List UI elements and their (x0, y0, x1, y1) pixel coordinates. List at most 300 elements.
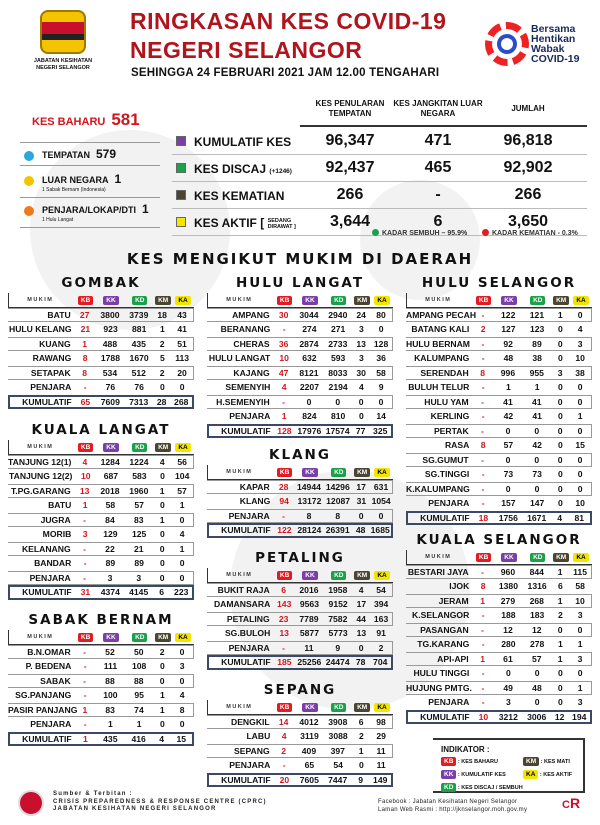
cell-kb: - (282, 642, 286, 653)
cell-kb: 28 (278, 481, 289, 492)
cell-ka: 58 (575, 581, 585, 592)
cell-ka: 91 (376, 628, 386, 639)
page-title: RINGKASAN KES COVID-19 (130, 8, 447, 34)
cell-kk: 8 (306, 510, 312, 521)
cell-mukim: JUGRA (40, 514, 71, 525)
website-link[interactable]: Laman Web Rasmi : http://jknselangor.moh.gov.my (378, 806, 528, 813)
cell-km: 1 (160, 324, 165, 335)
cell-kd: 41 (532, 396, 542, 407)
table-row (406, 380, 592, 395)
cell-ka: 0 (179, 572, 185, 583)
badge-kk: KK (302, 296, 317, 305)
cell-km: 0 (557, 469, 563, 480)
cell-mukim: BERANANG (220, 324, 271, 335)
cell-km: 18 (157, 309, 167, 320)
column-header (97, 294, 126, 305)
table-row (406, 424, 592, 439)
district-table-sepang (207, 682, 393, 787)
table-row (207, 744, 393, 759)
column-header (154, 441, 172, 452)
summary-row (172, 183, 587, 209)
cell-mukim: KALUMPANG (414, 353, 470, 364)
cell-kd: 8 (335, 510, 341, 521)
cell-km: 17 (356, 599, 367, 610)
cell-km: 48 (355, 525, 366, 536)
cell-kk: 127 (501, 324, 516, 335)
cell-km: 31 (356, 496, 367, 507)
column-label: MUKIM (425, 553, 452, 560)
cell-kd: 1960 (129, 485, 149, 496)
table-row (406, 337, 592, 352)
column-header (473, 551, 495, 562)
cell-kd: 268 (529, 595, 544, 606)
cell-kd: 9 (335, 642, 341, 653)
cell-kd: 0 (534, 697, 540, 708)
cell-ka: 10 (575, 353, 585, 364)
cell-kb: - (481, 353, 485, 364)
column-header (97, 631, 126, 642)
cell-ka: 0 (378, 396, 384, 407)
table-row (406, 438, 592, 453)
cell-km: 1 (557, 639, 563, 650)
badge-kb: KB (78, 443, 93, 452)
badge-kb: KB (277, 468, 292, 477)
cell-kb: - (481, 682, 485, 693)
cell-km: 78 (355, 657, 366, 668)
cell-kk: 2018 (100, 485, 120, 496)
column-header (154, 294, 172, 305)
cell-mukim: KUMULATIF (420, 711, 470, 722)
cell-ka: 4 (179, 529, 185, 540)
cell-km: 77 (355, 425, 366, 436)
cell-kb: 20 (279, 774, 290, 785)
table-row (406, 409, 592, 424)
green-dot-icon (372, 229, 379, 236)
summary-row (172, 156, 587, 182)
cell-kb: - (83, 558, 87, 569)
badge-ka: KA (523, 770, 538, 779)
column-header (523, 551, 552, 562)
column-label: MUKIM (226, 571, 253, 578)
cell-kk: 824 (302, 411, 317, 422)
cell-mukim: KAJANG (233, 367, 270, 378)
cell-kd: 12087 (326, 496, 351, 507)
table-row (207, 641, 393, 656)
table-row (207, 494, 393, 509)
table-row (8, 322, 194, 337)
cell-kk: 9563 (299, 599, 319, 610)
cell-ka: 1 (179, 500, 185, 511)
table-row (406, 308, 592, 323)
indicator-item (441, 770, 506, 779)
summary-value: 96,347 (325, 132, 375, 149)
summary-value: - (435, 186, 441, 203)
cell-mukim: AMPANG PECAH (406, 309, 477, 320)
summary-label-text: KES AKTIF [ (194, 216, 265, 230)
cell-km: 0 (557, 411, 563, 422)
cell-kd: 2940 (328, 309, 348, 320)
table-header (406, 550, 592, 565)
cell-mukim: IJOK (449, 581, 470, 592)
cell-ka: 0 (577, 624, 583, 635)
cell-kk: 42 (503, 411, 514, 422)
cell-ka: 704 (373, 657, 388, 668)
cell-kd: 17574 (325, 425, 350, 436)
indicator-title: INDIKATOR : (441, 745, 490, 754)
table-row (8, 527, 194, 542)
cell-kb: 1 (82, 733, 88, 744)
badge-kb: KB (277, 703, 292, 712)
district-table-hulu-langat (207, 275, 393, 438)
column-header (371, 569, 393, 580)
cell-ka: 98 (376, 716, 386, 727)
red-dot-icon (482, 229, 489, 236)
table-row (406, 496, 592, 511)
cell-kd: 397 (330, 745, 345, 756)
cell-kk: 7789 (299, 613, 319, 624)
cell-kd: 3006 (527, 711, 547, 722)
total-row (207, 523, 393, 538)
cell-km: 0 (557, 498, 563, 509)
badge-ka: KA (374, 703, 389, 712)
summary-label-extra: (+1246) (269, 168, 292, 175)
cell-kk: 188 (501, 610, 516, 621)
badge-kd: KD (441, 783, 456, 792)
district-table-petaling (207, 550, 393, 670)
cell-km: 3 (358, 353, 364, 364)
cell-km: 1 (159, 704, 165, 715)
cell-km: 0 (159, 675, 165, 686)
new-cases-header (32, 110, 140, 130)
cell-kk: 65 (304, 760, 315, 771)
cell-km: 1 (557, 566, 563, 577)
cell-mukim: KUMULATIF (221, 774, 271, 785)
summary-label-text: KES KEMATIAN (194, 189, 285, 203)
source-label: Sumber & Terbitan : (53, 791, 133, 797)
cell-kd: 0 (534, 425, 540, 436)
cell-mukim: PENJARA (228, 642, 270, 653)
cell-ka: 0 (179, 382, 185, 393)
cell-kb: 3 (82, 529, 88, 540)
cell-kk: 0 (505, 483, 511, 494)
cell-km: 0 (557, 338, 563, 349)
cell-kk: 687 (103, 471, 119, 482)
cell-kk: 4012 (299, 716, 319, 727)
badge-kk: KK (501, 553, 516, 562)
column-header (154, 631, 172, 642)
badge-kk: KK (302, 468, 317, 477)
cell-kb: - (83, 661, 87, 672)
cell-kk: 280 (501, 639, 516, 650)
table-row (406, 652, 592, 667)
district-table-hulu-selangor (406, 275, 592, 525)
cell-ka: 36 (376, 353, 386, 364)
cell-mukim: SG.BULOH (224, 628, 271, 639)
cell-kd: 108 (131, 661, 147, 672)
column-header (353, 466, 371, 477)
cell-kb: 18 (478, 512, 489, 523)
table-row (207, 480, 393, 495)
cell-kd: 24474 (325, 657, 350, 668)
table-row (8, 717, 194, 732)
table-header (207, 568, 393, 583)
cell-kb: 23 (278, 613, 289, 624)
cell-kk: 8121 (299, 367, 319, 378)
badge-ka: KA (374, 296, 389, 305)
column-header (495, 294, 524, 305)
table-row (406, 695, 592, 710)
cell-kd: 844 (529, 566, 544, 577)
cell-ka: 29 (376, 731, 386, 742)
total-row (406, 710, 592, 725)
cell-kd: 7447 (328, 774, 348, 785)
cell-mukim: SG.PANJANG (15, 690, 72, 701)
cell-ka: 15 (575, 440, 585, 451)
cell-km: 0 (159, 543, 165, 554)
cell-km: 4 (557, 512, 563, 523)
cell-mukim: JERAM (438, 595, 469, 606)
column-header (324, 294, 353, 305)
column-header (274, 466, 296, 477)
divider (300, 125, 587, 127)
cell-mukim: HULU YAM (424, 396, 469, 407)
cell-kk: 7605 (299, 774, 319, 785)
cell-mukim: TG.KARANG (417, 639, 470, 650)
cell-kb: 8 (480, 367, 485, 378)
district-table-kuala-langat (8, 422, 194, 600)
summary-value: 96,818 (503, 132, 553, 149)
cell-ka: 15 (176, 733, 186, 744)
cell-km: 4 (358, 382, 364, 393)
column-label: MUKIM (27, 443, 54, 450)
district-table-sabak-bernam (8, 612, 194, 746)
cell-kk: 52 (105, 646, 115, 657)
indicator-item (523, 757, 570, 766)
cell-ka: 10 (575, 498, 585, 509)
badge-km: KM (354, 468, 370, 477)
cell-mukim: RASA (444, 440, 470, 451)
logo-left-text: JABATAN KESIHATAN NEGERI SELANGOR (33, 58, 93, 71)
cell-kd: 76 (134, 382, 144, 393)
column-header (296, 294, 325, 305)
cell-mukim: SABAK (40, 675, 71, 686)
cell-kk: 92 (503, 338, 513, 349)
table-header (207, 465, 393, 480)
badge-kd: KD (331, 468, 346, 477)
cell-kb: 1 (480, 595, 485, 606)
cell-kk: 61 (503, 653, 513, 664)
summary-value: 471 (424, 132, 452, 149)
badge-kd: KD (331, 703, 346, 712)
column-header (75, 631, 97, 642)
cell-km: 1 (358, 745, 364, 756)
district-title: KLANG (269, 447, 331, 463)
cell-ka: 9 (378, 382, 384, 393)
cell-kb: - (83, 719, 87, 730)
cell-kb: 10 (81, 471, 91, 482)
cell-ka: 3 (577, 610, 583, 621)
column-header (371, 701, 393, 712)
cell-km: 13 (356, 628, 367, 639)
summary-label-text: KES DISCAJ (194, 162, 267, 176)
cell-km: 0 (557, 324, 563, 335)
cell-kk: 17976 (297, 425, 322, 436)
cell-kb: - (481, 566, 485, 577)
cell-km: 0 (557, 396, 563, 407)
color-square-icon (176, 190, 186, 200)
cell-ka: 38 (575, 367, 585, 378)
cell-kd: 593 (330, 353, 346, 364)
source-line1: CRISIS PREPAREDNESS & RESPONSE CENTRE (CPRC) (53, 798, 267, 805)
cell-kd: 95 (134, 690, 144, 701)
cell-ka: 2 (378, 642, 384, 653)
cell-kk: 76 (105, 382, 116, 393)
cell-mukim: P. BEDENA (25, 661, 72, 672)
summary-col-header: JUMLAH (511, 104, 545, 113)
coat-of-arms-icon (40, 10, 86, 54)
badge-km: KM (354, 703, 370, 712)
cell-kb: 128 (277, 425, 292, 436)
column-header (353, 294, 371, 305)
cell-mukim: BULUH TELUR (408, 382, 470, 393)
cell-ka: 0 (179, 675, 185, 686)
cell-ka: 56 (177, 456, 187, 467)
cell-kk: 960 (500, 566, 516, 577)
cell-km: 28 (156, 396, 167, 407)
table-row (207, 509, 393, 524)
new-case-note: 1 Hulu Langat (42, 217, 74, 223)
cell-km: 5 (159, 353, 165, 364)
cell-kb: - (481, 411, 485, 422)
cell-km: 13 (356, 338, 366, 349)
cell-mukim: KUMULATIF (221, 425, 271, 436)
cell-mukim: SERENDAH (420, 367, 469, 378)
cell-kb: 143 (277, 599, 292, 610)
cell-kd: 0 (534, 454, 540, 465)
cell-mukim: PENJARA (29, 572, 71, 583)
badge-km: KM (553, 296, 569, 305)
cell-kb: - (481, 425, 485, 436)
cell-kb: - (282, 396, 286, 407)
cell-kk: 89 (105, 558, 116, 569)
cell-kb: 4 (82, 456, 88, 467)
cell-kd: 0 (335, 396, 341, 407)
cell-ka: 10 (575, 595, 585, 606)
cell-kk: 534 (102, 367, 118, 378)
cell-kd: 1671 (527, 512, 547, 523)
table-row (207, 351, 393, 366)
column-header (208, 704, 274, 710)
column-header (208, 469, 274, 475)
cell-mukim: KLANG (239, 496, 271, 507)
cell-kb: 8 (480, 581, 486, 592)
cell-kk: 88 (105, 675, 115, 686)
cell-ka: 3 (179, 661, 185, 672)
cell-kd: 8033 (328, 367, 348, 378)
facebook-link[interactable]: Facebook : Jabatan Kesihatan Negeri Selangor (378, 799, 518, 805)
cell-kd: 3739 (129, 309, 149, 320)
new-case-item (20, 142, 160, 166)
cell-mukim: KUMULATIF (22, 587, 72, 598)
cell-kk: 435 (103, 733, 118, 744)
cell-kk: 49 (503, 682, 513, 693)
source-line2: JABATAN KESIHATAN NEGERI SELANGOR (53, 806, 217, 812)
cell-km: 0 (557, 624, 563, 635)
cell-ka: 325 (373, 425, 388, 436)
summary-label-text: KUMULATIF KES (194, 135, 292, 149)
cell-km: 0 (557, 440, 563, 451)
cell-kb: 1 (82, 338, 87, 349)
cell-mukim: PENJARA (30, 719, 72, 730)
column-header (274, 569, 296, 580)
column-header (296, 466, 325, 477)
district-title: PETALING (255, 550, 345, 566)
badge-kk: KK (302, 571, 317, 580)
cell-ka: 58 (376, 367, 386, 378)
cell-kd: 1 (136, 719, 142, 730)
cell-km: 1 (159, 690, 165, 701)
cell-kb: 6 (281, 584, 286, 595)
sun-burst-icon (485, 22, 529, 66)
district-table-klang (207, 447, 393, 538)
table-row (406, 565, 592, 580)
table-row (207, 758, 393, 773)
cell-mukim: CHERAS (233, 338, 270, 349)
cell-mukim: SEPANG (234, 745, 270, 756)
cell-kk: 11 (304, 642, 314, 653)
district-title: SEPANG (263, 682, 337, 698)
badge-kb: KB (78, 296, 93, 305)
cell-kd: 3 (136, 572, 142, 583)
cell-kd: 955 (529, 367, 544, 378)
cell-kb: 1 (82, 500, 88, 511)
color-square-icon (176, 163, 186, 173)
new-cases-value: 581 (111, 110, 140, 129)
cell-kk: 3212 (498, 711, 518, 722)
cell-kb: 1 (82, 704, 88, 715)
table-row (406, 467, 592, 482)
summary-value: 465 (424, 159, 452, 176)
jkns-logo (28, 10, 98, 72)
cell-mukim: KUANG (39, 338, 71, 349)
cell-kb: 185 (277, 657, 292, 668)
indicator-label: : KES BAHARU (457, 759, 498, 765)
table-row (406, 666, 592, 681)
cell-kb: - (83, 646, 87, 657)
cell-ka: 1 (577, 639, 583, 650)
page-title-line2: NEGERI SELANGOR (130, 37, 363, 63)
table-row (8, 703, 194, 718)
page-subtitle: SEHINGGA 24 FEBRUARI 2021 JAM 12.00 TENGAHARI (131, 67, 440, 79)
badge-kb: KB (78, 633, 93, 642)
cell-kd: 583 (132, 471, 147, 482)
total-row (207, 655, 393, 670)
badge-kk: KK (441, 770, 456, 779)
cell-kd: 147 (529, 498, 545, 509)
cell-kd: 9152 (328, 599, 348, 610)
footer-source (53, 791, 267, 814)
cell-mukim: KUMULATIF (221, 657, 271, 668)
total-row (8, 732, 194, 747)
cell-kk: 1380 (498, 581, 518, 592)
cell-ka: 8 (179, 704, 185, 715)
table-row (8, 498, 194, 513)
column-header (473, 294, 495, 305)
table-row (8, 688, 194, 703)
badge-ka: KA (374, 468, 389, 477)
new-case-note: 1 Sabak Bernam (Indonesia) (42, 187, 106, 193)
cell-mukim: PETALING (226, 613, 270, 624)
